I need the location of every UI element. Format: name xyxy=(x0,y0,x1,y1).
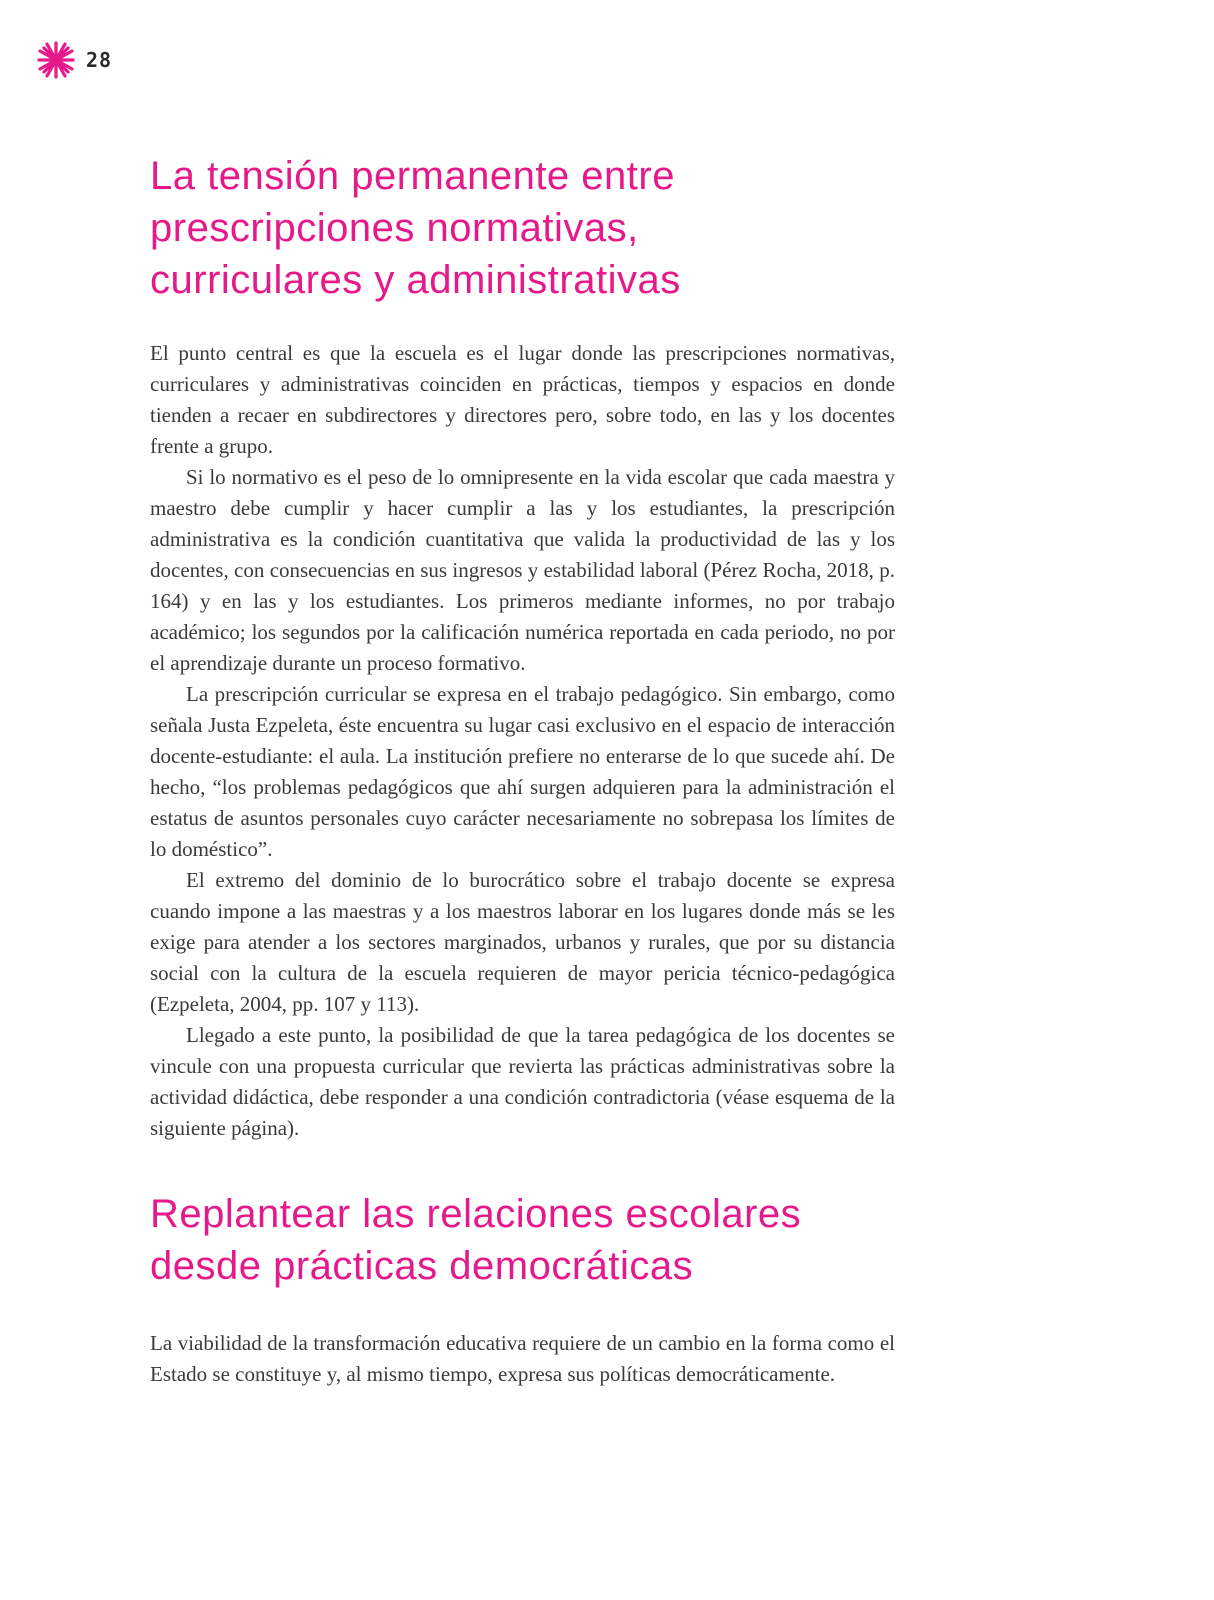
title-line: curriculares y administrativas xyxy=(150,258,681,302)
paragraph: La prescripción curricular se expresa en el trabajo pedagógico. Sin embargo, como señala Justa Ezpeleta, éste encuentra su lugar casi exclusivo en el espacio de interacción docente-estudiante: el aula. La institución prefiere no enterarse de lo que sucede ahí. De hecho, “los problemas pedagógicos que ahí surgen adquieren para la administración el estatus de asuntos personales cuyo carácter necesariamente no sobrepasa los límites de lo doméstico”. xyxy=(150,682,895,861)
section-title xyxy=(150,150,895,306)
paragraph: Llegado a este punto, la posibilidad de que la tarea pedagógica de los docentes se vincule con una propuesta curricular que revierta las prácticas administrativas sobre la actividad didáctica, debe responder a una condición contradictoria (véase esquema de la siguiente página). xyxy=(150,1023,895,1140)
title-line: La tensión permanente entre xyxy=(150,154,675,198)
page-content xyxy=(150,150,895,1390)
title-line: desde prácticas democráticas xyxy=(150,1244,694,1288)
paragraph: El extremo del dominio de lo burocrático sobre el trabajo docente se expresa cuando impone a las maestras y a los maestros laborar en los lugares donde más se les exige para atender a los sectores marginados, urbanos y rurales, que por su distancia social con la cultura de la escuela requieren de mayor pericia técnico-pedagógica (Ezpeleta, 2004, pp. 107 y 113). xyxy=(150,868,895,1016)
section-body xyxy=(150,1328,895,1390)
paragraph: La viabilidad de la transformación educativa requiere de un cambio en la forma como el Estado se constituye y, al mismo tiempo, expresa sus políticas democráticamente. xyxy=(150,1331,895,1386)
section-body xyxy=(150,338,895,1144)
paragraph: Si lo normativo es el peso de lo omnipresente en la vida escolar que cada maestra y maestro debe cumplir y hacer cumplir a las y los estudiantes, la prescripción administrativa es la condición cuantitativa que valida la productividad de las y los docentes, con consecuencias en sus ingresos y estabilidad laboral (Pérez Rocha, 2018, p. 164) y en las y los estudiantes. Los primeros mediante informes, no por trabajo académico; los segundos por la calificación numérica reportada en cada periodo, no por el aprendizaje durante un proceso formativo. xyxy=(150,465,895,675)
title-line: prescripciones normativas, xyxy=(150,206,639,250)
page-header xyxy=(36,40,112,80)
title-line: Replantear las relaciones escolares xyxy=(150,1192,802,1236)
paragraph: El punto central es que la escuela es el lugar donde las prescripciones normativas, curriculares y administrativas coinciden en prácticas, tiempos y espacios en donde tienden a recaer en subdirectores y directores pero, sobre todo, en las y los docentes frente a grupo. xyxy=(150,341,895,458)
section-title xyxy=(150,1188,895,1292)
page-number: 28 xyxy=(86,48,113,72)
asterisk-icon xyxy=(36,40,76,80)
